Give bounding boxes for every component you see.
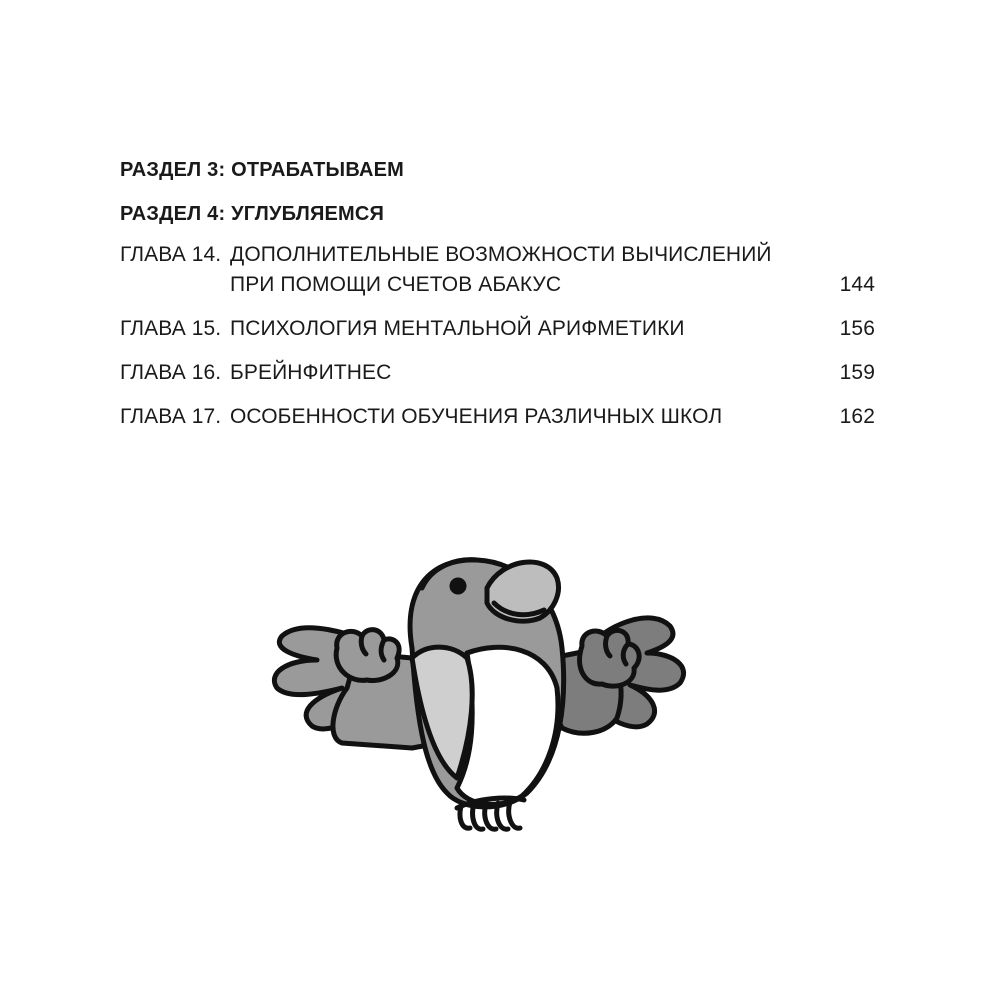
chapter-title: ОСОБЕННОСТИ ОБУЧЕНИЯ РАЗЛИЧНЫХ ШКОЛ bbox=[230, 405, 723, 428]
chapter-title: ДОПОЛНИТЕЛЬНЫЕ ВОЗМОЖНОСТИ ВЫЧИСЛЕНИЙ ПРИ ПОМОЩИ СЧЕТОВ АБАКУС bbox=[230, 243, 772, 296]
section-heading: РАЗДЕЛ 4: УГЛУБЛЯЕМСЯ bbox=[120, 203, 385, 225]
chapter-title: БРЕЙНФИТНЕС bbox=[230, 361, 392, 384]
page-number: 159 bbox=[839, 361, 875, 384]
chapter-number: ГЛАВА 14. bbox=[120, 243, 222, 266]
chapter-title: ПСИХОЛОГИЯ МЕНТАЛЬНОЙ АРИФМЕТИКИ bbox=[230, 317, 685, 340]
parrot-mascot-icon bbox=[262, 548, 692, 848]
parrot-eye-icon bbox=[452, 580, 464, 592]
toc-entry[interactable] bbox=[120, 402, 875, 432]
toc-entry[interactable] bbox=[120, 358, 875, 388]
page-number: 162 bbox=[839, 405, 875, 428]
page-number: 156 bbox=[839, 317, 875, 340]
table-of-contents bbox=[120, 154, 875, 432]
chapter-number: ГЛАВА 16. bbox=[120, 361, 222, 384]
chapter-number: ГЛАВА 17. bbox=[120, 405, 222, 428]
chapter-number: ГЛАВА 15. bbox=[120, 317, 222, 340]
page-number: 144 bbox=[839, 273, 875, 296]
toc-entries bbox=[120, 240, 875, 432]
toc-entry[interactable] bbox=[120, 314, 875, 344]
section-heading: РАЗДЕЛ 3: ОТРАБАТЫВАЕМ bbox=[120, 159, 405, 181]
toc-entry[interactable] bbox=[120, 240, 875, 300]
